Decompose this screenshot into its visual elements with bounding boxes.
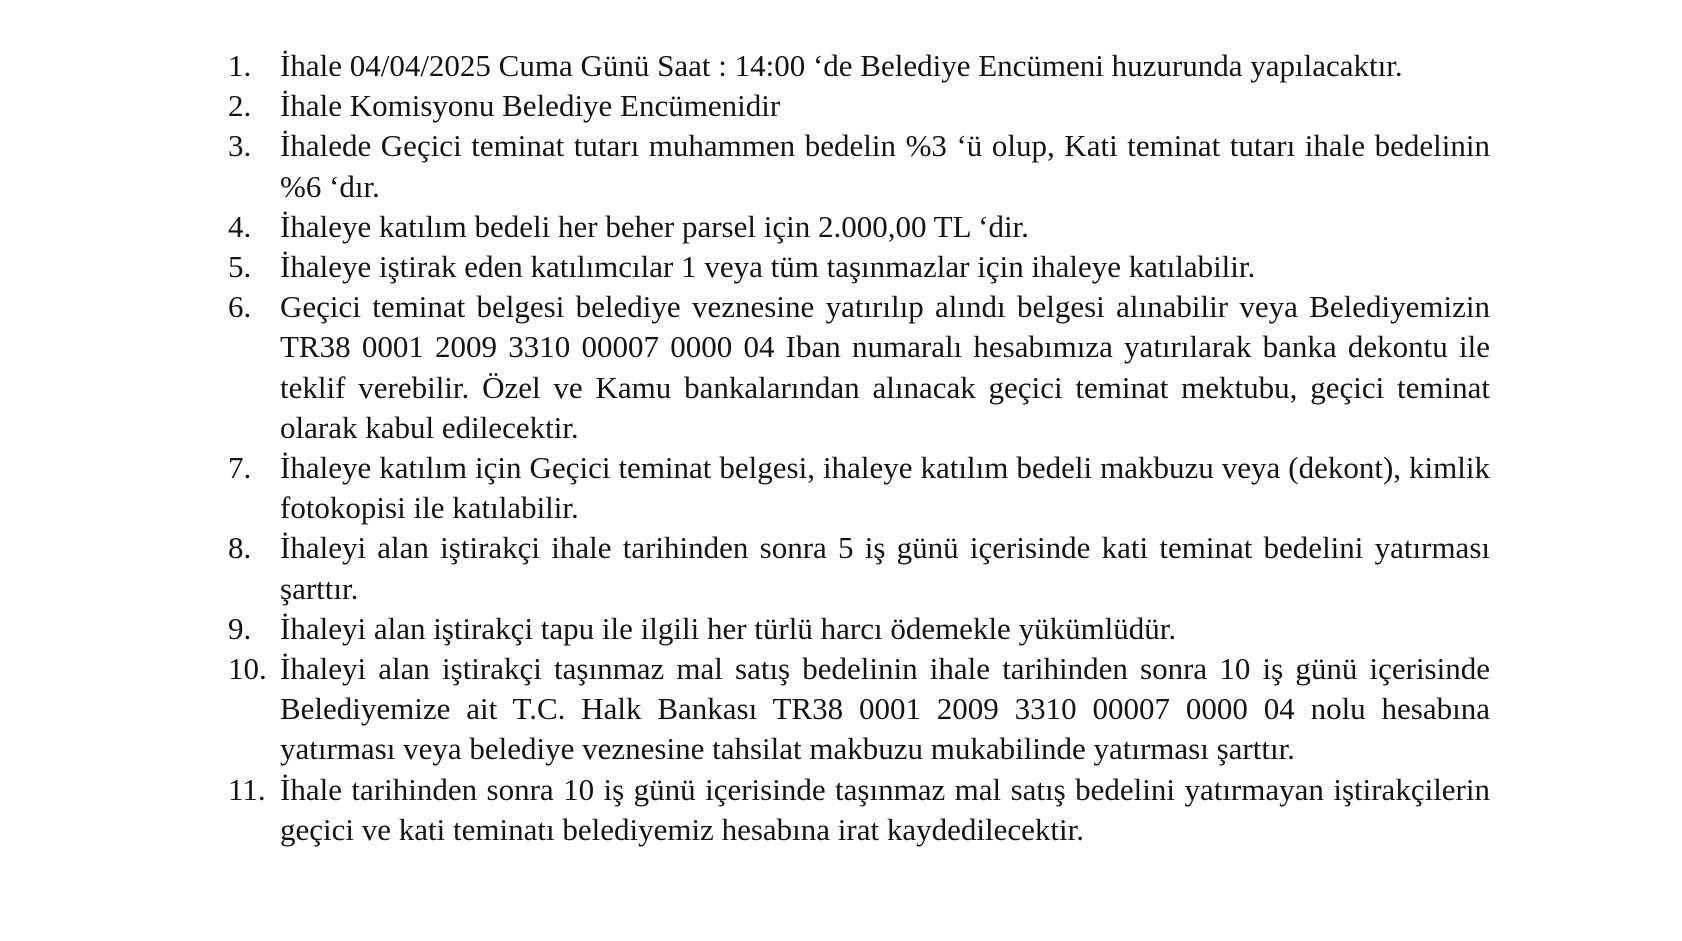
tender-conditions-list [228, 46, 1490, 850]
list-item [228, 528, 1490, 608]
list-item [228, 247, 1490, 287]
list-item-text: İhaleyi alan iştirakçi ihale tarihinden sonra 5 iş günü içerisinde kati teminat bedelini yatırması şarttır. [280, 530, 1490, 606]
list-item [228, 287, 1490, 448]
list-item-text: İhaleyi alan iştirakçi taşınmaz mal satış bedelinin ihale tarihinden sonra 10 iş günü içerisinde Belediyemize ait T.C. Halk Bankası TR38 0001 2009 3310 00007 0000 04 nolu hesabına yatırması veya belediye veznesine tahsilat makbuzu mukabilinde yatırması şarttır. [280, 651, 1490, 767]
list-item [228, 207, 1490, 247]
list-item-number: 10. [228, 651, 267, 687]
list-item-text: İhalede Geçici teminat tutarı muhammen bedelin %3 ‘ü olup, Kati teminat tutarı ihale bedelinin %6 ‘dır. [280, 128, 1490, 204]
list-item-number: 2. [228, 88, 252, 124]
list-item-text: İhaleye iştirak eden katılımcılar 1 veya tüm taşınmazlar için ihaleye katılabilir. [280, 249, 1256, 285]
list-item-number: 5. [228, 249, 252, 285]
list-item [228, 86, 1490, 126]
list-item-text: İhale Komisyonu Belediye Encümenidir [280, 88, 781, 124]
list-item-number: 6. [228, 289, 252, 325]
list-item-text: İhaleye katılım bedeli her beher parsel için 2.000,00 TL ‘dir. [280, 208, 1029, 244]
list-item [228, 649, 1490, 770]
list-item [228, 46, 1490, 86]
list-item-number: 11. [228, 771, 266, 807]
list-item-text: İhaleye katılım için Geçici teminat belgesi, ihaleye katılım bedeli makbuzu veya (dekont), kimlik fotokopisi ile katılabilir. [280, 450, 1490, 526]
list-item-text: İhale tarihinden sonra 10 iş günü içerisinde taşınmaz mal satış bedelini yatırmayan iştirakçilerin geçici ve kati teminatı belediyemiz hesabına irat kaydedilecektir. [280, 771, 1490, 847]
list-item [228, 448, 1490, 528]
list-item [228, 126, 1490, 206]
list-item-number: 7. [228, 450, 252, 486]
list-item-number: 9. [228, 610, 252, 646]
list-item [228, 609, 1490, 649]
list-item-number: 1. [228, 48, 252, 83]
list-item-text: İhaleyi alan iştirakçi tapu ile ilgili her türlü harcı ödemekle yükümlüdür. [280, 610, 1177, 646]
list-item [228, 770, 1490, 850]
list-item-number: 8. [228, 530, 252, 566]
list-item-number: 3. [228, 128, 252, 164]
list-item-text: Geçici teminat belgesi belediye veznesine yatırılıp alındı belgesi alınabilir veya Belediyemizin TR38 0001 2009 3310 00007 0000 04 Iban numaralı hesabımıza yatırılarak banka dekontu ile teklif verebilir. Özel ve Kamu bankalarından alınacak geçici teminat mektubu, geçici teminat olarak kabul edilecektir. [280, 289, 1490, 445]
list-item-number: 4. [228, 208, 252, 244]
list-item-text: İhale 04/04/2025 Cuma Günü Saat : 14:00 ‘de Belediye Encümeni huzurunda yapılacaktır. [280, 48, 1403, 83]
